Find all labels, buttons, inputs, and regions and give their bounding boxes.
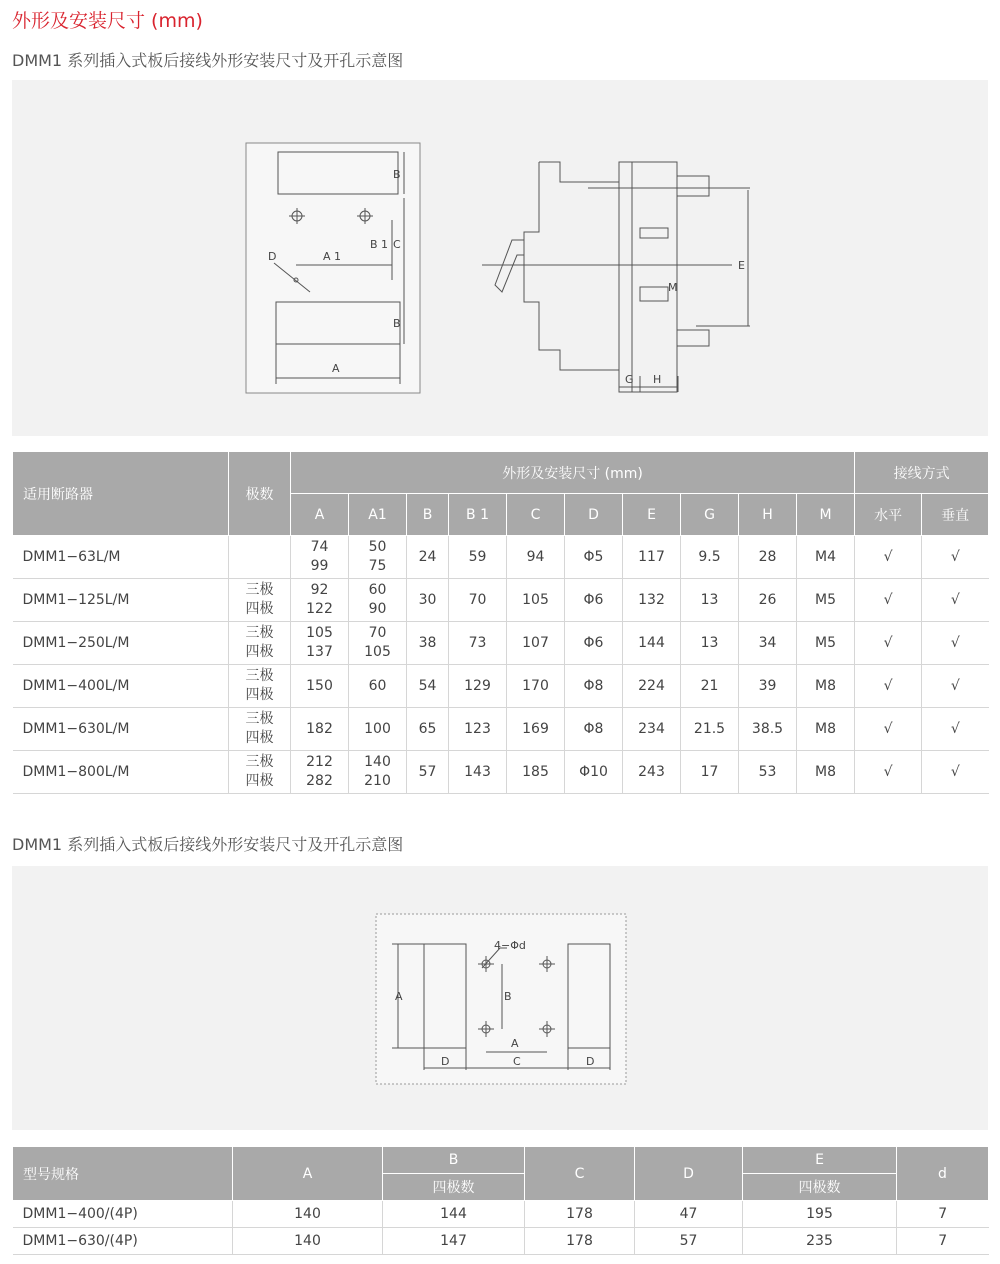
cell-m: M8: [797, 751, 855, 794]
cell-poles-line: 三极: [245, 711, 274, 727]
cell-e: 195: [743, 1201, 897, 1228]
cell-poles: [229, 751, 291, 794]
cell-c: 169: [507, 708, 565, 751]
cell-b: 30: [407, 579, 449, 622]
cell-e: 224: [623, 665, 681, 708]
cell-b: 65: [407, 708, 449, 751]
cell-b: 24: [407, 536, 449, 579]
cell-a1-line: 60: [368, 677, 387, 694]
header-d: D: [635, 1147, 743, 1201]
table-row: [13, 751, 989, 794]
cell-h: 39: [739, 665, 797, 708]
cell-e: 235: [743, 1228, 897, 1255]
header-col-vertical: 垂直: [922, 494, 989, 536]
cell-a-line: 92: [310, 582, 329, 598]
cell-horiz: √: [855, 665, 922, 708]
cell-e: 117: [623, 536, 681, 579]
dimension-table-1: [12, 451, 989, 794]
header-b-sub: 四极数: [383, 1174, 525, 1201]
diagram-panel-2: [12, 866, 988, 1130]
cell-a-line: 137: [306, 644, 333, 660]
label-d: D: [268, 250, 277, 263]
cell-poles-line: 四极: [245, 773, 274, 789]
cell-d: Φ5: [565, 536, 623, 579]
cell-poles-line: 三极: [245, 754, 274, 770]
header-col-e: E: [623, 494, 681, 536]
cell-c: 170: [507, 665, 565, 708]
cell-b: 54: [407, 665, 449, 708]
cell-h: 28: [739, 536, 797, 579]
cell-a1-line: 210: [364, 773, 391, 789]
header-col-d: D: [565, 494, 623, 536]
cell-model: DMM1−800L/M: [13, 751, 229, 794]
label-hole: 4−Φd: [494, 939, 526, 952]
cell-h: 34: [739, 622, 797, 665]
header-wiring: 接线方式: [855, 452, 989, 494]
header-dims: 外形及安装尺寸 (mm): [291, 452, 855, 494]
cell-poles-line: 三极: [245, 668, 274, 684]
cell-a1-line: 105: [364, 644, 391, 660]
cell-h: 53: [739, 751, 797, 794]
header-model: 型号规格: [13, 1147, 233, 1201]
cell-a1: [349, 622, 407, 665]
cell-horiz: √: [855, 622, 922, 665]
cell-e: 144: [623, 622, 681, 665]
cell-horiz: √: [855, 708, 922, 751]
cell-a-line: 182: [306, 720, 333, 737]
cutout-diagram: [12, 866, 988, 1130]
cell-g: 21.5: [681, 708, 739, 751]
table-row: [13, 1201, 989, 1228]
table-row: [13, 536, 989, 579]
cell-model: DMM1−250L/M: [13, 622, 229, 665]
cell-a: [291, 751, 349, 794]
cell-model: DMM1−400/(4P): [13, 1201, 233, 1228]
cell-a1: [349, 579, 407, 622]
cell-model: DMM1−63L/M: [13, 536, 229, 579]
cell-d_small: 7: [897, 1228, 989, 1255]
cell-b1: 123: [449, 708, 507, 751]
cell-b: 144: [383, 1201, 525, 1228]
cell-a-line: 122: [306, 601, 333, 617]
cell-b1: 143: [449, 751, 507, 794]
cell-model: DMM1−125L/M: [13, 579, 229, 622]
label-b-bottom: B: [393, 317, 401, 330]
cell-poles-line: 四极: [245, 687, 274, 703]
table-row: [13, 708, 989, 751]
cell-poles: [229, 708, 291, 751]
cell-g: 17: [681, 751, 739, 794]
cell-h: 26: [739, 579, 797, 622]
page-title: 外形及安装尺寸 (mm): [12, 10, 203, 32]
cell-g: 21: [681, 665, 739, 708]
cell-a: 140: [233, 1201, 383, 1228]
diagram-panel-1: [12, 80, 988, 436]
cell-d: 47: [635, 1201, 743, 1228]
header-col-g: G: [681, 494, 739, 536]
cell-a-line: 212: [306, 754, 333, 770]
cell-a: [291, 708, 349, 751]
header-breaker: 适用断路器: [13, 452, 229, 536]
cell-a1: [349, 536, 407, 579]
cell-m: M5: [797, 579, 855, 622]
outline-diagram-1: [12, 80, 988, 436]
cell-vert: √: [922, 708, 989, 751]
cell-vert: √: [922, 536, 989, 579]
cell-a1-line: 140: [364, 754, 391, 770]
label-a1: A 1: [323, 250, 342, 263]
cell-b: 147: [383, 1228, 525, 1255]
cell-poles-line: 四极: [245, 730, 274, 746]
label-c: C: [393, 238, 401, 251]
cell-d: Φ8: [565, 665, 623, 708]
cell-a1: [349, 751, 407, 794]
label-m: M: [668, 281, 678, 294]
cell-g: 9.5: [681, 536, 739, 579]
header-a: A: [233, 1147, 383, 1201]
label-b1: B 1: [370, 238, 389, 251]
label-a-vertical: A: [395, 990, 403, 1003]
cell-d_small: 7: [897, 1201, 989, 1228]
cell-a1-line: 90: [368, 601, 387, 617]
header-e-sub: 四极数: [743, 1174, 897, 1201]
cell-a-line: 150: [306, 677, 333, 694]
label-g: G: [625, 373, 634, 386]
table-row: [13, 1228, 989, 1255]
cell-d: Φ8: [565, 708, 623, 751]
label-b-top: B: [393, 168, 401, 181]
cell-poles: [229, 536, 291, 579]
header-col-b: B: [407, 494, 449, 536]
cell-model: DMM1−630L/M: [13, 708, 229, 751]
label-e: E: [738, 259, 745, 272]
cell-c: 185: [507, 751, 565, 794]
cell-vert: √: [922, 579, 989, 622]
cell-b: 38: [407, 622, 449, 665]
cell-a-line: 282: [306, 773, 333, 789]
header-d-small: d: [897, 1147, 989, 1201]
cell-a1-line: 75: [368, 558, 387, 574]
label-d-right: D: [586, 1055, 595, 1068]
label-d-left: D: [441, 1055, 450, 1068]
section1-title: DMM1 系列插入式板后接线外形安装尺寸及开孔示意图: [12, 51, 404, 70]
header-col-m: M: [797, 494, 855, 536]
table-row: [13, 622, 989, 665]
cell-poles-line: 三极: [245, 582, 274, 598]
cell-h: 38.5: [739, 708, 797, 751]
cell-m: M5: [797, 622, 855, 665]
table-row: [13, 665, 989, 708]
cell-poles: [229, 622, 291, 665]
header-col-h: H: [739, 494, 797, 536]
cell-b1: 129: [449, 665, 507, 708]
section2-title: DMM1 系列插入式板后接线外形安装尺寸及开孔示意图: [12, 835, 404, 854]
header-e: E: [743, 1147, 897, 1174]
cell-c: 105: [507, 579, 565, 622]
header-col-horizontal: 水平: [855, 494, 922, 536]
cell-e: 234: [623, 708, 681, 751]
cell-horiz: √: [855, 751, 922, 794]
header-col-a: A: [291, 494, 349, 536]
cell-poles-line: 四极: [245, 644, 274, 660]
cell-b1: 73: [449, 622, 507, 665]
header-col-a1: A1: [349, 494, 407, 536]
cell-a1-line: 60: [368, 582, 387, 598]
cell-vert: √: [922, 751, 989, 794]
cell-vert: √: [922, 665, 989, 708]
cell-horiz: √: [855, 579, 922, 622]
cell-model: DMM1−400L/M: [13, 665, 229, 708]
cell-a1-line: 70: [368, 625, 387, 641]
cell-d: Φ6: [565, 579, 623, 622]
header-col-c: C: [507, 494, 565, 536]
cell-model: DMM1−630/(4P): [13, 1228, 233, 1255]
cell-a1-line: 50: [368, 539, 387, 555]
cell-e: 243: [623, 751, 681, 794]
cell-a: [291, 536, 349, 579]
cell-a: [291, 622, 349, 665]
cell-m: M4: [797, 536, 855, 579]
table-row: [13, 579, 989, 622]
cell-a: [291, 665, 349, 708]
cell-b: 57: [407, 751, 449, 794]
cell-poles: [229, 665, 291, 708]
cell-g: 13: [681, 622, 739, 665]
cell-c: 178: [525, 1228, 635, 1255]
cell-b1: 59: [449, 536, 507, 579]
cell-d: Φ10: [565, 751, 623, 794]
cell-b1: 70: [449, 579, 507, 622]
header-col-b1: B 1: [449, 494, 507, 536]
cell-m: M8: [797, 665, 855, 708]
cell-e: 132: [623, 579, 681, 622]
cell-c: 178: [525, 1201, 635, 1228]
cell-horiz: √: [855, 536, 922, 579]
cell-d: 57: [635, 1228, 743, 1255]
header-poles: 极数: [229, 452, 291, 536]
cell-a1-line: 100: [364, 720, 391, 737]
cell-m: M8: [797, 708, 855, 751]
cell-c: 94: [507, 536, 565, 579]
label-h: H: [653, 373, 662, 386]
cell-a: 140: [233, 1228, 383, 1255]
cell-a-line: 99: [310, 558, 329, 574]
cell-poles-line: 四极: [245, 601, 274, 617]
cell-a1: [349, 665, 407, 708]
cell-a: [291, 579, 349, 622]
cell-poles: [229, 579, 291, 622]
header-c: C: [525, 1147, 635, 1201]
dimension-table-2: [12, 1146, 989, 1255]
cell-g: 13: [681, 579, 739, 622]
cell-a1: [349, 708, 407, 751]
cell-a-line: 74: [310, 539, 329, 555]
label-a-horizontal: A: [511, 1037, 519, 1050]
cell-c: 107: [507, 622, 565, 665]
cell-d: Φ6: [565, 622, 623, 665]
label-a: A: [332, 362, 340, 375]
header-b: B: [383, 1147, 525, 1174]
cell-a-line: 105: [306, 625, 333, 641]
cell-poles-line: 三极: [245, 625, 274, 641]
label-c: C: [513, 1055, 521, 1068]
label-b: B: [504, 990, 512, 1003]
cell-vert: √: [922, 622, 989, 665]
